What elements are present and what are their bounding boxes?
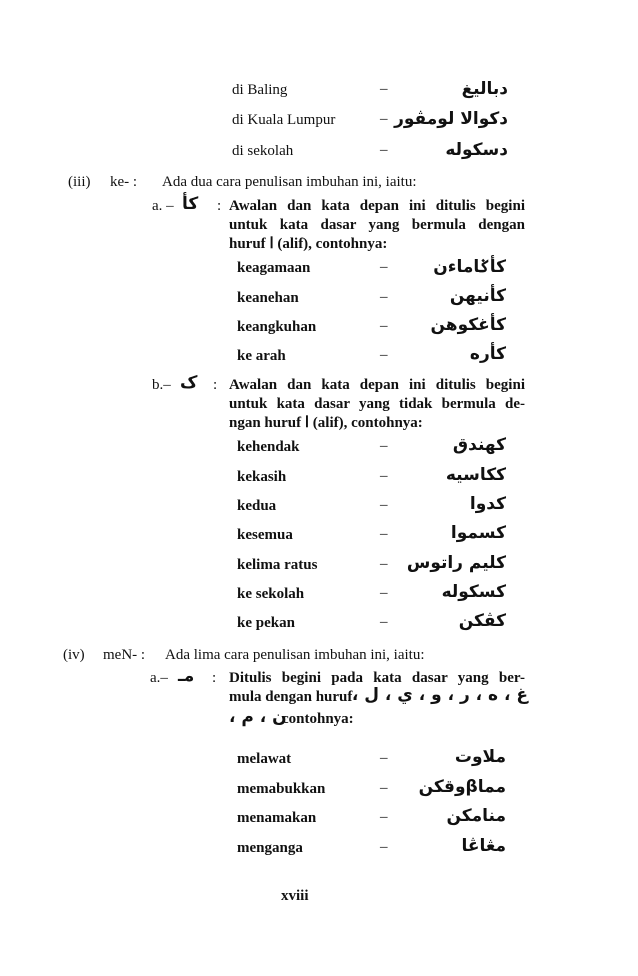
top-row-arabic: دكوالا لومڤور (394, 109, 508, 129)
example-arabic: کسکوله (441, 582, 506, 602)
example-dash: – (380, 556, 388, 572)
example-arabic: کهندق (452, 435, 506, 455)
top-row-latin: di Baling (232, 82, 288, 98)
example-dash: – (380, 468, 388, 484)
example-latin: ke pekan (237, 615, 295, 631)
section-iv-a-letters-3: ن ، م ، (229, 707, 287, 727)
example-dash: – (380, 259, 388, 275)
section-iii-prefix: ke- : (110, 174, 138, 190)
example-latin: kehendak (237, 439, 300, 455)
section-iii-a-arabic-prefix: كأ (182, 194, 199, 214)
example-dash: – (380, 780, 388, 796)
example-latin: melawat (237, 751, 292, 767)
example-latin: keanehan (237, 290, 299, 306)
example-arabic: ملاوت (454, 747, 506, 767)
example-dash: – (380, 497, 388, 513)
section-iii-b-colon: : (213, 377, 218, 393)
example-latin: kesemua (237, 527, 293, 543)
section-iii-a-text-3: huruf ا (alif), contohnya: (229, 236, 388, 252)
example-latin: keagamaan (237, 260, 311, 276)
section-iv-a-letters-2: غ ، ه ، ر ، و ، ي ، ل ، (351, 685, 528, 705)
example-arabic: كأنيهن (449, 286, 506, 306)
section-iii-a-colon: : (217, 198, 222, 214)
section-iv-a-colon: : (212, 670, 217, 686)
section-iv-a-text-3: contohnya: (282, 711, 354, 727)
page-number: xviii (281, 888, 309, 904)
example-latin: kelima ratus (237, 557, 318, 573)
section-iii-b-text-3: ngan huruf ا (alif), contohnya: (229, 415, 423, 431)
example-arabic: كأغكوهن (430, 315, 506, 335)
section-iii-a-text-2: untuk kata dasar yang bermula dengan (229, 217, 525, 233)
section-iii-b-arabic-prefix: ک (180, 373, 198, 393)
section-iv-prefix: meN- : (103, 647, 146, 663)
example-latin: ke sekolah (237, 586, 305, 602)
top-row-dash: – (380, 81, 388, 97)
section-iv-a-text-1: Ditulis begini pada kata dasar yang ber- (229, 670, 525, 686)
example-arabic: مماβوقکن (418, 777, 506, 797)
example-arabic: کدوا (469, 494, 506, 514)
example-dash: – (380, 438, 388, 454)
section-iii-intro: Ada dua cara penulisan imbuhan ini, iaitu: (162, 174, 417, 190)
example-arabic: كأݢاماءن (433, 257, 506, 277)
example-arabic: کسموا (450, 523, 506, 543)
top-row-latin: di Kuala Lumpur (232, 112, 336, 128)
top-row-arabic: دباليغ (461, 79, 508, 99)
example-arabic: ککاسيه (445, 465, 506, 485)
section-iii-b-marker: b.– (152, 377, 171, 393)
example-dash: – (380, 585, 388, 601)
section-iii-a-text-1: Awalan dan kata depan ini ditulis begini (229, 198, 525, 214)
example-dash: – (380, 839, 388, 855)
example-latin: menganga (237, 840, 303, 856)
section-iv-number: (iv) (63, 647, 85, 663)
top-row-latin: di sekolah (232, 143, 294, 159)
example-arabic: منامکن (446, 806, 506, 826)
top-row-arabic: دسكوله (445, 140, 508, 160)
section-iv-a-text-2: mula dengan huruf (229, 689, 353, 705)
example-arabic: کڤکن (458, 611, 506, 631)
example-dash: – (380, 526, 388, 542)
example-latin: ke arah (237, 348, 286, 364)
example-arabic: مڠاڠا (461, 836, 506, 856)
section-iv-a-arabic-prefix: مـ (178, 666, 195, 686)
example-dash: – (380, 750, 388, 766)
top-row-dash: – (380, 142, 388, 158)
section-iii-b-text-1: Awalan dan kata depan ini ditulis begini (229, 377, 525, 393)
example-arabic: کليم راتوس (406, 553, 506, 573)
example-latin: kedua (237, 498, 277, 514)
section-iii-b-text-2: untuk kata dasar yang tidak bermula de- (229, 396, 525, 412)
example-arabic: كأره (469, 344, 506, 364)
section-iv-a-marker: a.– (150, 670, 168, 686)
section-iv-intro: Ada lima cara penulisan imbuhan ini, iaitu: (165, 647, 425, 663)
example-dash: – (380, 347, 388, 363)
example-latin: menamakan (237, 810, 317, 826)
example-latin: memabukkan (237, 781, 326, 797)
example-dash: – (380, 614, 388, 630)
example-latin: kekasih (237, 469, 287, 485)
example-dash: – (380, 289, 388, 305)
section-iii-a-marker: a. – (152, 198, 174, 214)
example-latin: keangkuhan (237, 319, 317, 335)
section-iii-number: (iii) (68, 174, 91, 190)
top-row-dash: – (380, 111, 388, 127)
example-dash: – (380, 809, 388, 825)
example-dash: – (380, 318, 388, 334)
